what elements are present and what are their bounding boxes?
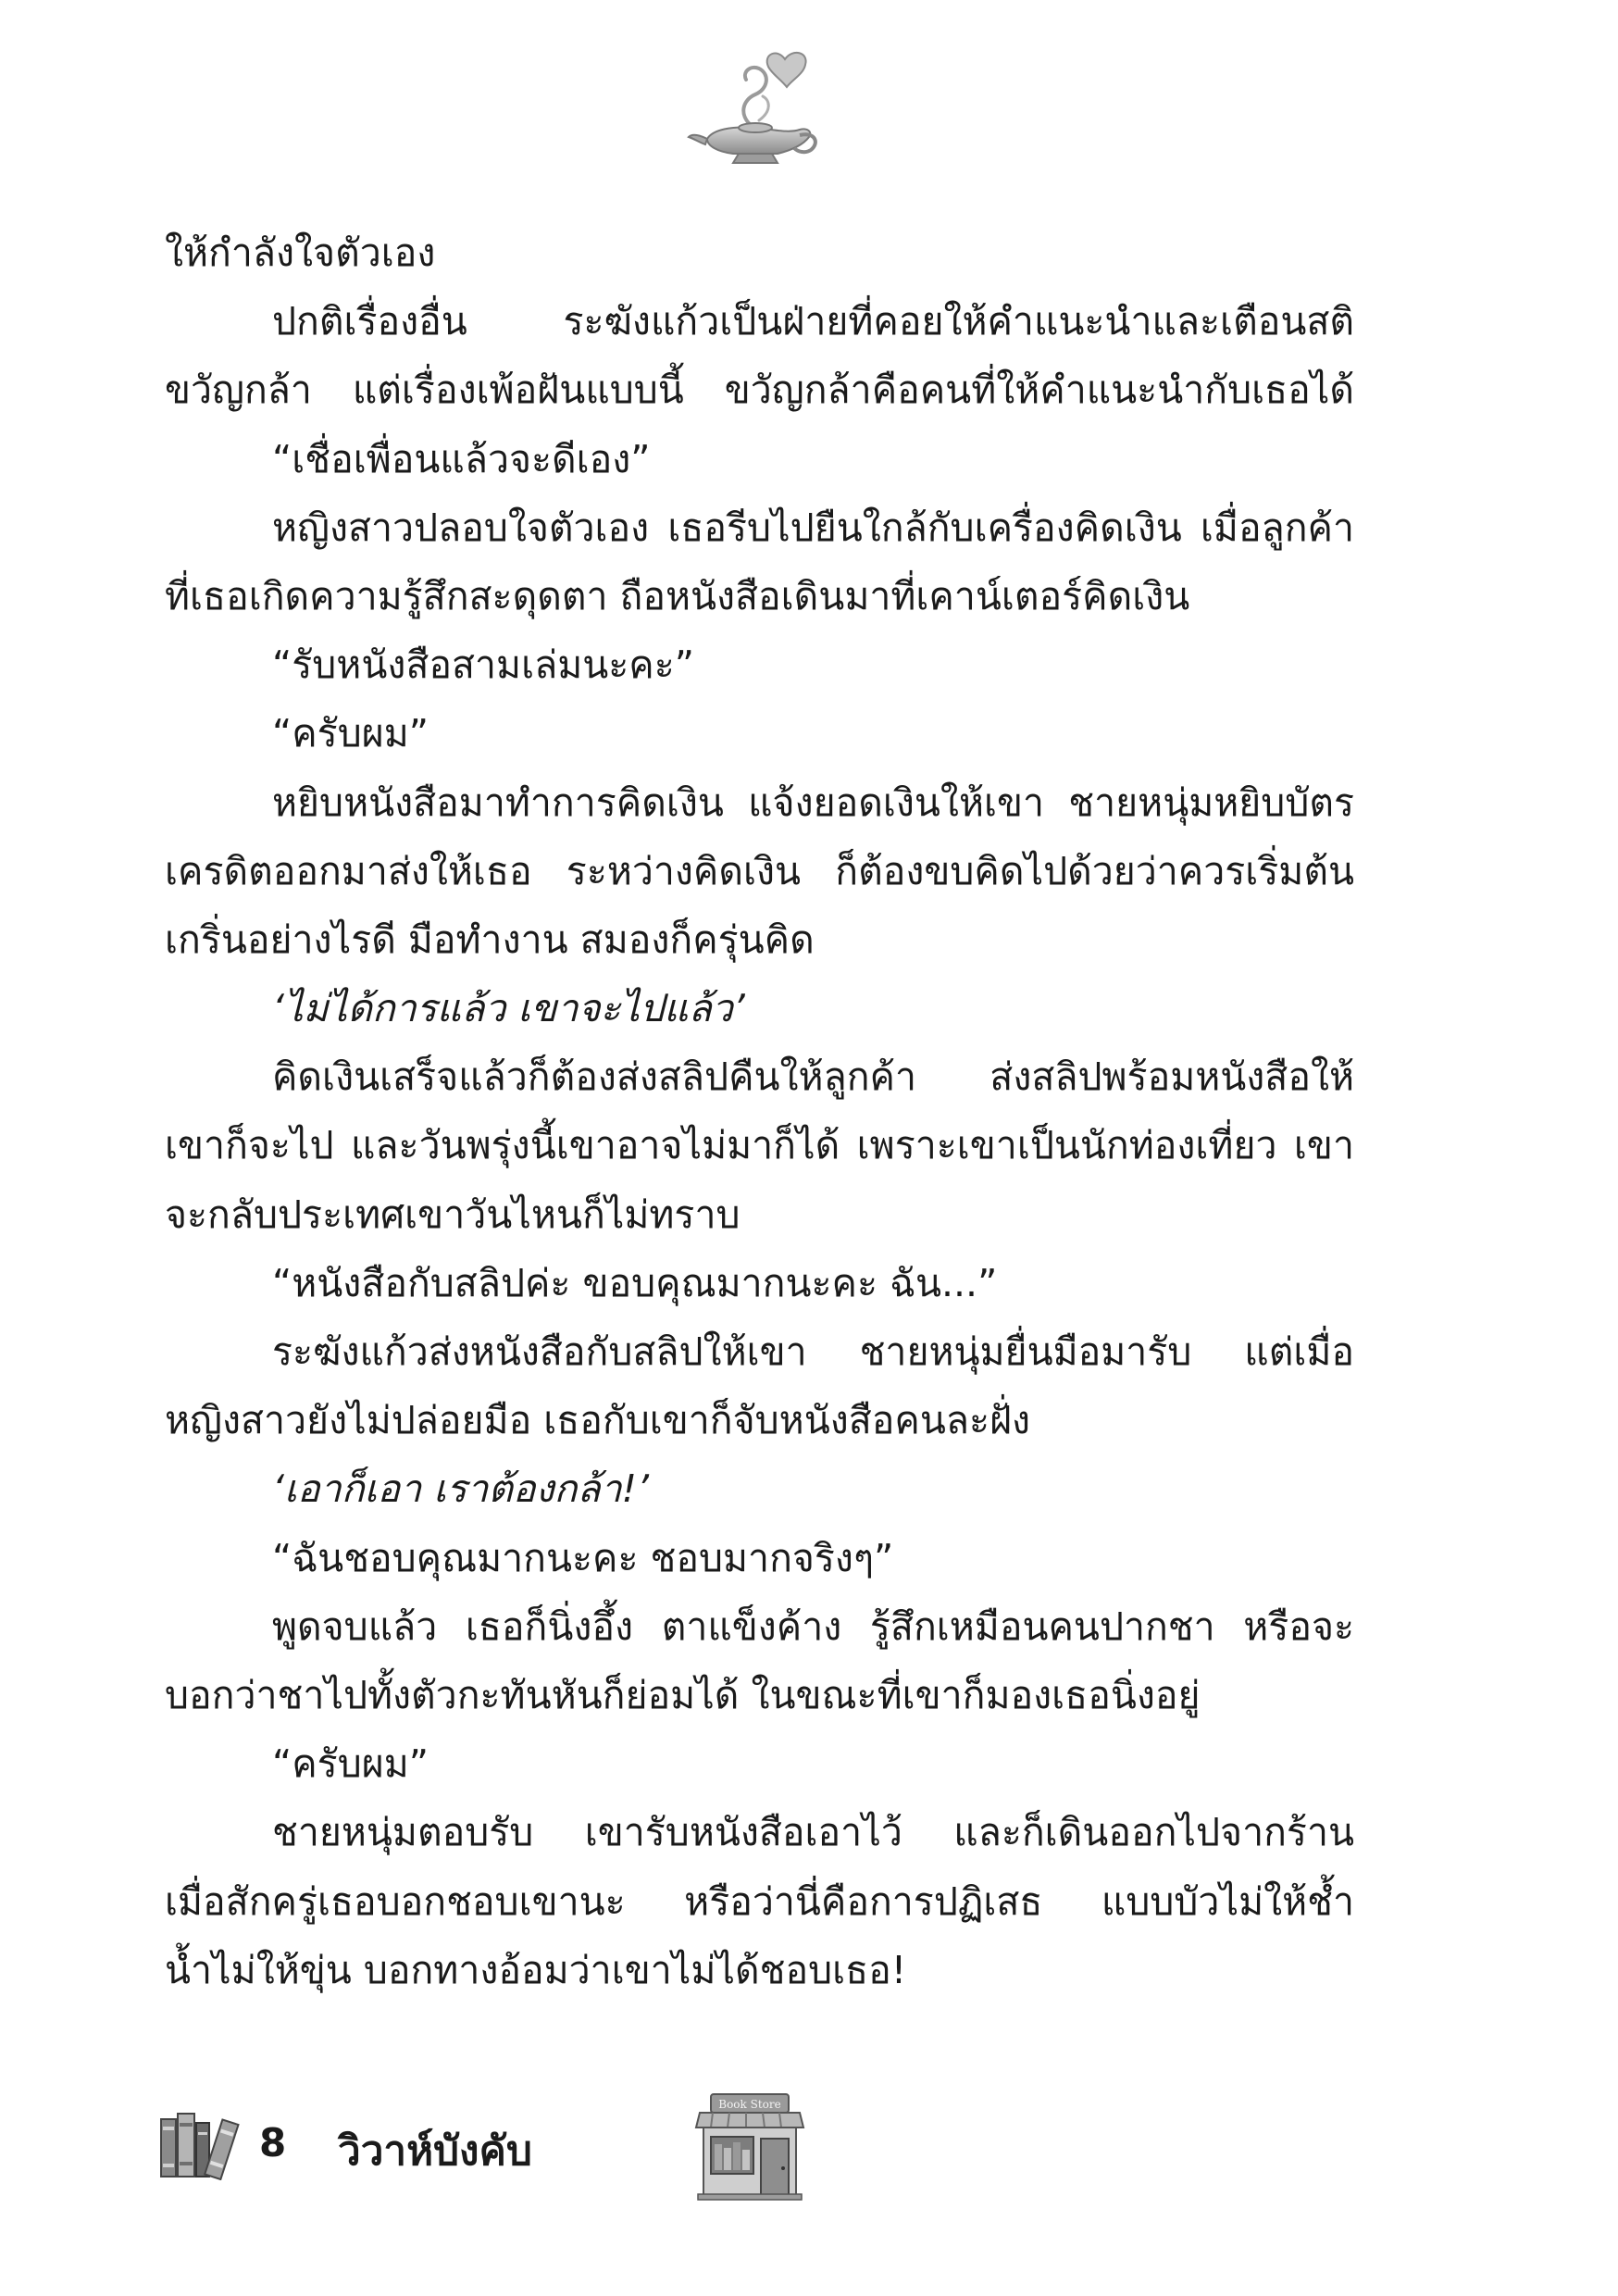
text-line: “หนังสือกับสลิปค่ะ ขอบคุณมากนะคะ ฉัน...” bbox=[272, 1260, 998, 1305]
store-sign-text: Book Store bbox=[718, 2098, 781, 2111]
text-line: ขวัญกล้า แต่เรื่องเพ้อฝันแบบนี้ ขวัญกล้าคือคนที่ให้คำแนะนำกับเธอได้ bbox=[165, 368, 1354, 413]
text-line: ระฆังแก้วส่งหนังสือกับสลิปให้เขา ชายหนุ่มยื่นมือมารับ แต่เมื่อ bbox=[272, 1329, 1354, 1374]
text-line: หญิงสาวปลอบใจตัวเอง เธอรีบไปยืนใกล้กับเครื่องคิดเงิน เมื่อลูกค้า bbox=[272, 505, 1354, 550]
story-body bbox=[165, 218, 1354, 2004]
text-line: คิดเงินเสร็จแล้วก็ต้องส่งสลิปคืนให้ลูกค้า ส่งสลิปพร้อมหนังสือให้ bbox=[272, 1054, 1354, 1100]
text-line: ที่เธอเกิดความรู้สึกสะดุดตา ถือหนังสือเดินมาที่เคาน์เตอร์คิดเงิน bbox=[165, 573, 1190, 618]
text-line: น้ำไม่ให้ขุ่น บอกทางอ้อมว่าเขาไม่ได้ชอบเธอ! bbox=[165, 1947, 907, 1992]
books-stack-icon bbox=[157, 2106, 243, 2180]
text-line: พูดจบแล้ว เธอก็นิ่งอึ้ง ตาแข็งค้าง รู้สึกเหมือนคนปากชา หรือจะ bbox=[272, 1603, 1354, 1649]
text-line: ‘ไม่ได้การแล้ว เขาจะไปแล้ว’ bbox=[272, 986, 745, 1031]
text-line: “ฉันชอบคุณมากนะคะ ชอบมากจริงๆ” bbox=[272, 1535, 894, 1580]
text-line: “ครับผม” bbox=[272, 711, 429, 756]
text-line: บอกว่าชาไปทั้งตัวกะทันหันก็ย่อมได้ ในขณะที่เขาก็มองเธอนิ่งอยู่ bbox=[165, 1672, 1201, 1717]
text-line: ชายหนุ่มตอบรับ เขารับหนังสือเอาไว้ และก็เดินออกไปจากร้าน bbox=[272, 1810, 1354, 1855]
text-line: ให้กำลังใจตัวเอง bbox=[165, 231, 436, 275]
text-line: เขาก็จะไป และวันพรุ่งนี้เขาอาจไม่มาก็ได้ เพราะเขาเป็นนักท่องเที่ยว เขา bbox=[165, 1123, 1354, 1168]
text-line: “ครับผม” bbox=[272, 1741, 429, 1787]
text-line: ‘เอาก็เอา เราต้องกล้า!’ bbox=[272, 1466, 649, 1512]
text-line: ปกติเรื่องอื่น ระฆังแก้วเป็นฝ่ายที่คอยให้คำแนะนำและเตือนสติ bbox=[272, 299, 1354, 344]
text-line: เครดิตออกมาส่งให้เธอ ระหว่างคิดเงิน ก็ต้องขบคิดไปด้วยว่าควรเริ่มต้น bbox=[165, 848, 1354, 893]
text-line: “เชื่อเพื่อนแล้วจะดีเอง” bbox=[272, 436, 651, 481]
book-store-icon bbox=[694, 2092, 805, 2202]
text-line: เมื่อสักครู่เธอบอกชอบเขานะ หรือว่านี่คือการปฏิเสธ แบบบัวไม่ให้ช้ำ bbox=[165, 1878, 1354, 1924]
genie-lamp-heart-icon bbox=[685, 46, 824, 176]
page-footer bbox=[157, 2092, 1453, 2203]
book-title: วิวาห์บังคับ bbox=[338, 2128, 532, 2175]
text-line: จะกลับประเทศเขาวันไหนก็ไม่ทราบ bbox=[165, 1192, 741, 1237]
page-number: 8 bbox=[259, 2120, 287, 2165]
text-line: “รับหนังสือสามเล่มนะคะ” bbox=[272, 643, 694, 688]
text-line: หยิบหนังสือมาทำการคิดเงิน แจ้งยอดเงินให้เขา ชายหนุ่มหยิบบัตร bbox=[272, 780, 1354, 825]
text-line: หญิงสาวยังไม่ปล่อยมือ เธอกับเขาก็จับหนังสือคนละฝั่ง bbox=[165, 1398, 1031, 1443]
text-line: เกริ่นอย่างไรดี มือทำงาน สมองก็ครุ่นคิด bbox=[165, 917, 815, 962]
